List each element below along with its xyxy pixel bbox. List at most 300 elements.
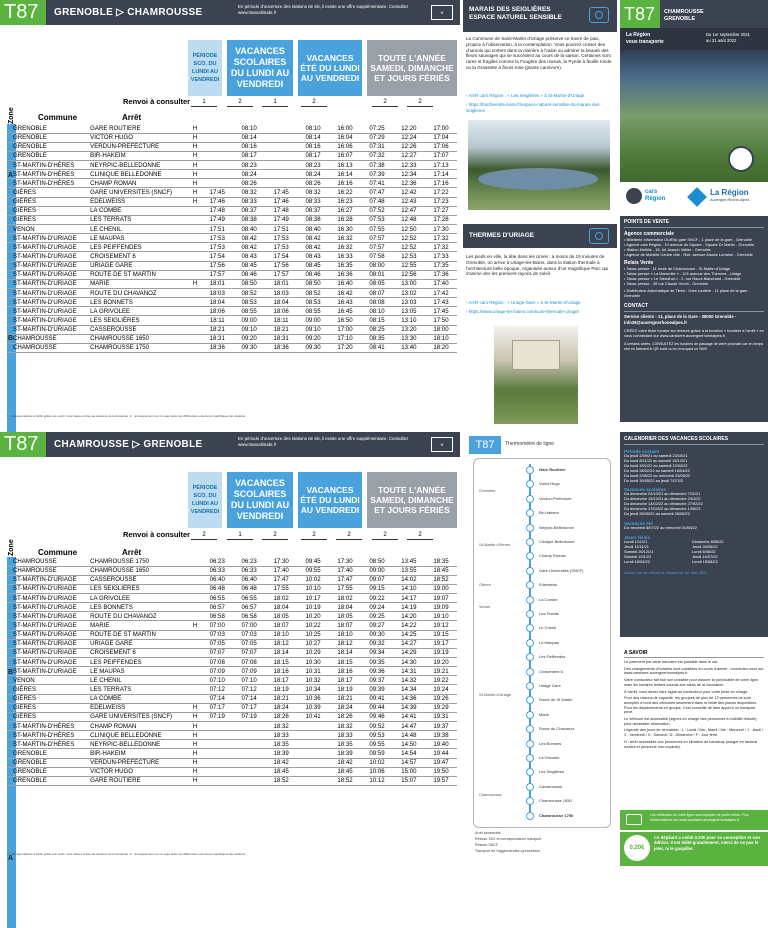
time-cell: 17:57 — [265, 270, 297, 279]
time-cell: 18:01 — [265, 279, 297, 288]
time-cell: 18:17 — [265, 676, 297, 685]
stop-dot — [526, 596, 534, 604]
date-end: au 31 août 2022 — [706, 38, 737, 43]
time-cell: 14:57 — [393, 758, 425, 767]
stop-dot — [526, 754, 534, 762]
list-item: • Tabac presse « La Marmotte » - 101 avenue des Thermes - Uriage — [624, 271, 742, 276]
time-cell: 13:05 — [393, 307, 425, 316]
time-cell: 09:36 — [361, 667, 393, 676]
stop-label: Les Seiglières — [539, 769, 565, 775]
marais-text: La Commune de Saint-Martin d'Uriage préserve ce havre de paix, propice à l'observation, à la contemplation. Vous pourrez croiser des chamois qui sortent dans la clairière à l'aube ou admirer la beauté des fleurs sauvages qui se succèdent au cours de la saison. Certaines sont rares et fragiles comme la Fougère des marais, la Pyrole à feuille ronde ou la Grassette à fleurs rose (plante carnivore). — [466, 36, 612, 70]
renvoi-number: 2 — [407, 97, 433, 107]
list-item: Samedi 25/12/21 — [624, 548, 654, 554]
creez-text: CRÉEZ votre fiche horaire sur mesure grâce à la fonction « horaires à l'arrêt » en vous connectant sur www.carsisere.auvergnerhonealpes.fr — [624, 328, 764, 338]
stop-label: Uriage Gare — [539, 683, 561, 688]
time-cell: 07:08 — [233, 658, 265, 667]
time-cell: 18:21 — [265, 325, 297, 334]
commune-cell: ST-MARTIN-D'URIAGE — [7, 648, 88, 657]
time-cell: 18:33 — [265, 731, 297, 740]
asavoir-list — [624, 660, 764, 749]
time-cell — [265, 179, 297, 188]
time-cell: 08:10 — [233, 124, 265, 133]
time-cell — [201, 740, 233, 749]
time-cell: 06:23 — [201, 557, 233, 566]
commune-cell: ST-MARTIN-D'URIAGE — [7, 621, 88, 630]
renvoi-label: Renvoi à consulter — [123, 530, 191, 539]
time-cell: 14:30 — [393, 658, 425, 667]
time-cell: 18:32 — [329, 722, 361, 731]
marais-link[interactable]: › https://biodiversite.isere.fr/espace-naturel-sensible-du-marais-des-seiglieres — [466, 102, 601, 113]
list-item: Du dimanche 17/04/22 au dimanche 1/05/22 — [624, 506, 701, 512]
time-cell: 12:20 — [393, 124, 425, 133]
time-cell: 07:00 — [201, 621, 233, 630]
col-vacances-scolaires: VACANCES SCOLAIRES DU LUNDI AU VENDREDI — [227, 472, 293, 528]
list-item: Transport de l'agglomération grenobloise — [475, 849, 541, 853]
points-title: POINTS DE VENTE — [624, 219, 764, 228]
time-cell: 06:33 — [233, 566, 265, 575]
time-cell: 18:00 — [425, 325, 457, 334]
arret-cell: LE CHENIL — [88, 225, 189, 234]
time-cell: 18:07 — [265, 621, 297, 630]
time-cell: 06:33 — [201, 566, 233, 575]
access-cell: H — [189, 133, 201, 142]
time-cell: 18:17 — [329, 676, 361, 685]
time-cell: 18:04 — [329, 603, 361, 612]
time-cell: 18:35 — [265, 740, 297, 749]
table-row — [7, 712, 457, 721]
time-cell: 18:03 — [265, 289, 297, 298]
table-row — [7, 343, 457, 352]
time-cell — [233, 749, 265, 758]
time-cell: 10:30 — [297, 658, 329, 667]
access-cell — [189, 252, 201, 261]
time-cell: 18:11 — [201, 316, 233, 325]
time-cell: 08:50 — [297, 279, 329, 288]
route-title: GRENOBLE ▷ CHAMROUSSE — [54, 7, 203, 18]
time-cell: 18:52 — [265, 776, 297, 785]
time-cell: 18:05 — [329, 612, 361, 621]
arret-cell: LA GRIVOLEE — [88, 594, 189, 603]
time-cell: 09:55 — [297, 566, 329, 575]
time-cell: 17:55 — [265, 584, 297, 593]
arret-cell: VERDUN-PREFECTURE — [88, 758, 189, 767]
table-row — [7, 575, 457, 584]
time-cell: 09:30 — [297, 343, 329, 352]
time-cell: 09:00 — [361, 566, 393, 575]
commune-cell: ST-MARTIN-D'URIAGE — [7, 289, 88, 298]
plan-line-label: T87 — [469, 436, 501, 454]
table-row — [7, 225, 457, 234]
renvoi-number: 1 — [262, 97, 288, 107]
stop-label: Edelweiss — [539, 582, 558, 588]
time-cell: 10:06 — [361, 767, 393, 776]
table-row — [7, 133, 457, 142]
pond-shape — [478, 168, 598, 190]
time-cell — [201, 170, 233, 179]
time-cell: 18:36 — [201, 343, 233, 352]
time-cell: 19:50 — [425, 767, 457, 776]
time-cell: 10:02 — [361, 758, 393, 767]
time-cell: 14:17 — [393, 594, 425, 603]
time-cell: 16:45 — [329, 307, 361, 316]
commune-cell: GIÈRES — [7, 197, 88, 206]
access-cell — [189, 685, 201, 694]
arret-cell: CROISEMENT 6 — [88, 252, 189, 261]
list-item: Du jeudi 26/05/22 au samedi 28/05/22 — [624, 511, 690, 517]
time-cell — [233, 776, 265, 785]
access-cell: H — [189, 621, 201, 630]
arret-cell: EDELWEISS — [88, 197, 189, 206]
commune-cell: ST-MARTIN-D'HÈRES — [7, 179, 88, 188]
time-cell: 16:16 — [329, 179, 361, 188]
time-cell: 08:25 — [361, 325, 393, 334]
table-row — [7, 758, 457, 767]
time-cell: 09:25 — [361, 612, 393, 621]
time-cell: 18:01 — [201, 279, 233, 288]
time-cell: 17:53 — [201, 234, 233, 243]
line-label: T87 — [0, 432, 46, 457]
plan-subtitle: Thermomètre de ligne — [505, 441, 554, 447]
time-cell: 07:09 — [201, 667, 233, 676]
time-cell: 07:07 — [201, 648, 233, 657]
time-cell — [297, 767, 329, 776]
list-item: Lundi 18/04/22 — [624, 558, 650, 564]
time-cell: 16:04 — [329, 133, 361, 142]
calendrier-panel — [620, 432, 768, 637]
time-cell: 17:45 — [265, 188, 297, 197]
stop-label: Bir-Hakeim — [539, 510, 559, 516]
access-cell — [189, 343, 201, 352]
time-cell: 09:34 — [361, 648, 393, 657]
time-cell: 06:58 — [233, 612, 265, 621]
table-row — [7, 179, 457, 188]
time-cell: 17:00 — [329, 325, 361, 334]
time-cell: 19:47 — [425, 758, 457, 767]
time-cell — [201, 161, 233, 170]
commune-cell: GIÈRES — [7, 206, 88, 215]
time-cell: 17:54 — [265, 252, 297, 261]
cars-region-logo-icon — [626, 188, 642, 204]
time-cell: 09:20 — [233, 334, 265, 343]
time-cell: 17:33 — [425, 252, 457, 261]
arret-cell: ROUTE DU CHAVANOZ — [88, 612, 189, 621]
access-cell — [189, 557, 201, 566]
access-cell: H — [189, 758, 201, 767]
time-cell: 10:41 — [297, 712, 329, 721]
time-cell: 19:57 — [425, 776, 457, 785]
commune-cell: CHAMROUSSE — [7, 566, 88, 575]
contact-title: CONTACT — [624, 303, 764, 312]
time-cell: 08:24 — [297, 170, 329, 179]
time-cell: 08:16 — [297, 142, 329, 151]
time-cell: 16:27 — [329, 206, 361, 215]
relais-title: Relais Vente — [624, 260, 654, 266]
time-cell: 10:31 — [297, 667, 329, 676]
cost-text: Ce dépliant a coûté 0.20€ pour sa conception et son édition. Il est édité gratuitement, merci de ne pas le jeter, ni le gaspiller. — [654, 835, 761, 851]
commune-cell: ST-MARTIN-D'URIAGE — [7, 584, 88, 593]
stop-dot — [526, 812, 534, 820]
porte-velo-banner — [620, 810, 768, 830]
time-cell: 10:32 — [297, 676, 329, 685]
access-cell — [189, 630, 201, 639]
time-cell: 18:26 — [265, 712, 297, 721]
table-row — [7, 170, 457, 179]
time-cell: 12:24 — [393, 133, 425, 142]
time-cell: 18:11 — [265, 316, 297, 325]
time-cell: 18:21 — [265, 694, 297, 703]
time-cell: 08:23 — [233, 161, 265, 170]
route-title: CHAMROUSSE ▷ GRENOBLE — [54, 439, 203, 450]
thermes-link[interactable]: › https://www.uriage-les-bains.com/cure-thermale-uriage/ — [466, 309, 580, 314]
time-cell — [201, 133, 233, 142]
time-cell: 18:35 — [425, 557, 457, 566]
table-row — [7, 621, 457, 630]
commune-cell: GRENOBLE — [7, 151, 88, 160]
time-cell: 06:55 — [233, 594, 265, 603]
time-cell: 07:00 — [233, 621, 265, 630]
time-cell: 08:32 — [233, 188, 265, 197]
stop-label: Clinique Belledonne — [539, 539, 575, 544]
list-item: Du jeudi 2/09/21 au samedi 23/10/21 — [624, 453, 688, 458]
time-cell: 17:49 — [201, 215, 233, 224]
time-cell — [201, 758, 233, 767]
time-cell: 08:40 — [297, 225, 329, 234]
time-cell: 08:10 — [361, 307, 393, 316]
calendrier-note: Aucun car ne circule le dimanche 1er mai 2022 — [624, 570, 708, 576]
stop-label: Champ Roman — [539, 553, 566, 559]
time-cell: 17:00 — [425, 124, 457, 133]
stop-label: Le Maupas — [539, 639, 559, 645]
time-cell: 08:50 — [361, 557, 393, 566]
commune-cell: ST-MARTIN-D'HÈRES — [7, 722, 88, 731]
table-row — [7, 676, 457, 685]
arret-header: Arrêt — [122, 548, 142, 557]
table-row — [7, 316, 457, 325]
time-cell: 09:07 — [361, 575, 393, 584]
list-item: À l'arrêt, vous devez faire signe au conducteur pour votre prise en charge. — [624, 689, 749, 694]
feries-list-right — [692, 540, 724, 565]
time-cell: 08:00 — [361, 261, 393, 270]
time-cell: 12:52 — [393, 234, 425, 243]
cover-logos — [620, 182, 768, 212]
commune-cell: GRENOBLE — [7, 776, 88, 785]
time-cell: 13:30 — [393, 334, 425, 343]
time-cell: 19:10 — [425, 612, 457, 621]
ete-title: Vacances été — [624, 520, 653, 526]
time-cell: 07:32 — [361, 151, 393, 160]
access-cell: H — [189, 731, 201, 740]
list-item: Jeudi 11/11/21 — [624, 543, 649, 549]
time-cell: 18:02 — [329, 594, 361, 603]
time-cell: 18:06 — [201, 307, 233, 316]
time-cell: 17:45 — [201, 188, 233, 197]
stop-dot — [526, 524, 534, 532]
table-row — [7, 667, 457, 676]
arret-cell: LES TERRATS — [88, 685, 189, 694]
list-item: Du lundi 2/05/22 au mercredi 25/05/22 — [624, 472, 691, 478]
time-cell: 13:45 — [393, 557, 425, 566]
commune-cell: ST-MARTIN-D'HÈRES — [7, 170, 88, 179]
time-cell: 09:00 — [233, 316, 265, 325]
table-row — [7, 566, 457, 575]
table-row — [7, 252, 457, 261]
time-cell: 08:42 — [233, 243, 265, 252]
list-item: Lundi 1/11/21 — [624, 538, 648, 544]
table-row — [7, 215, 457, 224]
time-cell: 10:19 — [297, 603, 329, 612]
time-cell: 17:56 — [265, 261, 297, 270]
cover-header — [620, 0, 768, 28]
arret-cell: ROUTE DU CHAVANOZ — [88, 289, 189, 298]
time-cell: 19:19 — [425, 648, 457, 657]
region-tagline-1: La Région — [626, 32, 651, 38]
table-row — [7, 767, 457, 776]
access-cell: H — [189, 179, 201, 188]
stop-label: La Grivolée — [539, 755, 560, 760]
plan-legend — [475, 830, 541, 854]
access-cell — [189, 594, 201, 603]
time-cell: 07:14 — [233, 694, 265, 703]
table-row — [7, 630, 457, 639]
time-cell: 08:16 — [233, 142, 265, 151]
arret-cell: GARE UNIVERSITES (SNCF) — [88, 188, 189, 197]
commune-cell: ST-MARTIN-D'URIAGE — [7, 639, 88, 648]
time-cell: 08:40 — [233, 225, 265, 234]
stop-label: Chamrousse 1650 — [539, 798, 572, 804]
la-region-logo: La Région — [710, 188, 749, 197]
time-cell: 17:35 — [425, 261, 457, 270]
list-item: • Tabac presse - 28 rue Claude Genin - Grenoble — [624, 281, 709, 286]
agence-title: Agence commerciale — [624, 231, 675, 237]
commune-cell: ST-MARTIN-D'HÈRES — [7, 740, 88, 749]
ete-text: Du vendredi 8/07/22 au mercredi 31/08/22 — [624, 524, 697, 530]
list-item: Lundi 15/08/22 — [692, 558, 718, 564]
commune-cell: ST-MARTIN-D'URIAGE — [7, 603, 88, 612]
camera-icon — [589, 7, 609, 23]
table-row — [7, 776, 457, 785]
time-cell: 16:00 — [329, 124, 361, 133]
periode-title: Période scolaire — [624, 449, 660, 454]
list-item: Du dimanche 24/10/21 au dimanche 7/11/21 — [624, 491, 701, 497]
list-item: Du dimanche 13/02/22 au dimanche 27/02/22 — [624, 501, 703, 507]
commune-cell: ST-MARTIN-D'URIAGE — [7, 658, 88, 667]
time-cell — [201, 776, 233, 785]
footnote-return: 1 : correspondance à hollis grâce aux ouvrir vous hautes prises au-dessous de la demande. 2 : renseignement sur ce sujet selon les différentes ouvertures spécifiques des stations. — [7, 852, 246, 856]
time-cell: 08:43 — [297, 252, 329, 261]
time-cell: 08:42 — [233, 234, 265, 243]
time-cell: 15:00 — [393, 767, 425, 776]
time-cell: 07:38 — [361, 161, 393, 170]
access-cell: H — [189, 170, 201, 179]
commune-cell: GIÈRES — [7, 215, 88, 224]
thermes-title: THERMES D'URIAGE — [469, 232, 535, 239]
arret-cell: BIR-HAKEIM — [88, 151, 189, 160]
arret-cell: VICTOR HUGO — [88, 767, 189, 776]
time-cell: 08:50 — [233, 279, 265, 288]
time-cell: 14:34 — [393, 685, 425, 694]
time-cell: 18:07 — [329, 621, 361, 630]
time-cell: 12:47 — [393, 206, 425, 215]
arret-cell: CHAMROUSSE 1750 — [88, 343, 189, 352]
time-cell — [201, 767, 233, 776]
time-cell: 17:55 — [329, 584, 361, 593]
logo-cars: cars — [645, 189, 658, 195]
time-cell: 07:58 — [361, 252, 393, 261]
time-cell: 14:36 — [393, 694, 425, 703]
porte-velo-text: Les véhicules de votre ligne sont équipés de porte-vélos. Plus d'informations sur www.carsisere.auvergnerhonealpes.fr — [650, 813, 749, 822]
access-cell — [189, 694, 201, 703]
access-cell — [189, 676, 201, 685]
time-cell: 17:51 — [265, 225, 297, 234]
table-row — [7, 325, 457, 334]
time-cell — [297, 740, 329, 749]
time-cell: 12:50 — [393, 225, 425, 234]
arret-cell: CLINIQUE BELLEDONNE — [88, 731, 189, 740]
access-cell — [189, 667, 201, 676]
arret-cell: LES SEIGLIÈRES — [88, 316, 189, 325]
time-cell: 14:19 — [393, 603, 425, 612]
stop-dot — [526, 495, 534, 503]
time-cell: 08:37 — [233, 206, 265, 215]
renvoi-number: 2 — [227, 97, 253, 107]
time-cell: 07:41 — [361, 179, 393, 188]
time-cell: 08:14 — [297, 133, 329, 142]
stop-label: Gare Routière — [539, 467, 566, 472]
list-item: Jeudi 14/07/22 — [692, 553, 718, 559]
marais-arret: › Arrêt cars Région : « Les Seiglières » à St-Martin-d'Uriage — [466, 93, 585, 98]
arret-cell: CHAMP ROMAN — [88, 722, 189, 731]
col-periode-scolaire: PÉRIODE SCO. DU LUNDI AU VENDREDI — [188, 40, 222, 96]
time-cell: 17:20 — [329, 343, 361, 352]
time-cell: 17:13 — [425, 161, 457, 170]
arret-cell: NEYRPIC-BELLEDONNE — [88, 740, 189, 749]
time-cell: 10:29 — [297, 648, 329, 657]
time-cell: 18:45 — [265, 767, 297, 776]
time-cell: 18:35 — [329, 740, 361, 749]
time-cell: 16:07 — [329, 151, 361, 160]
time-cell: 09:30 — [233, 343, 265, 352]
table-row — [7, 648, 457, 657]
time-cell: 17:45 — [425, 307, 457, 316]
time-cell: 17:32 — [425, 243, 457, 252]
time-cell: 08:10 — [297, 124, 329, 133]
time-cell: 19:29 — [425, 703, 457, 712]
access-cell: H — [189, 197, 201, 206]
time-cell: 18:24 — [265, 703, 297, 712]
time-cell — [201, 124, 233, 133]
time-cell: 18:52 — [425, 575, 457, 584]
time-cell: 19:00 — [425, 584, 457, 593]
time-cell: 16:36 — [329, 270, 361, 279]
commune-cell: ST-MARTIN-D'URIAGE — [7, 630, 88, 639]
access-cell — [189, 658, 201, 667]
time-cell: 09:20 — [297, 334, 329, 343]
time-cell: 14:48 — [393, 731, 425, 740]
time-cell: 13:03 — [393, 298, 425, 307]
list-item: Du lundi 28/02/22 au samedi 16/04/22 — [624, 467, 690, 473]
time-cell: 17:53 — [265, 243, 297, 252]
col-toute-annee: TOUTE L'ANNÉE SAMEDI, DIMANCHE ET JOURS FÉRIÉS — [367, 472, 457, 528]
time-cell — [201, 749, 233, 758]
time-cell: 18:31 — [265, 334, 297, 343]
time-cell: 18:10 — [329, 630, 361, 639]
col-vacances-ete: VACANCES ÉTÉ DU LUNDI AU VENDREDI — [298, 40, 362, 96]
stop-label: Les Bonnets — [539, 740, 562, 746]
list-item: Réseau SNCF — [475, 843, 499, 847]
time-cell — [233, 758, 265, 767]
time-cell: 06:40 — [201, 575, 233, 584]
time-cell: 10:02 — [297, 575, 329, 584]
